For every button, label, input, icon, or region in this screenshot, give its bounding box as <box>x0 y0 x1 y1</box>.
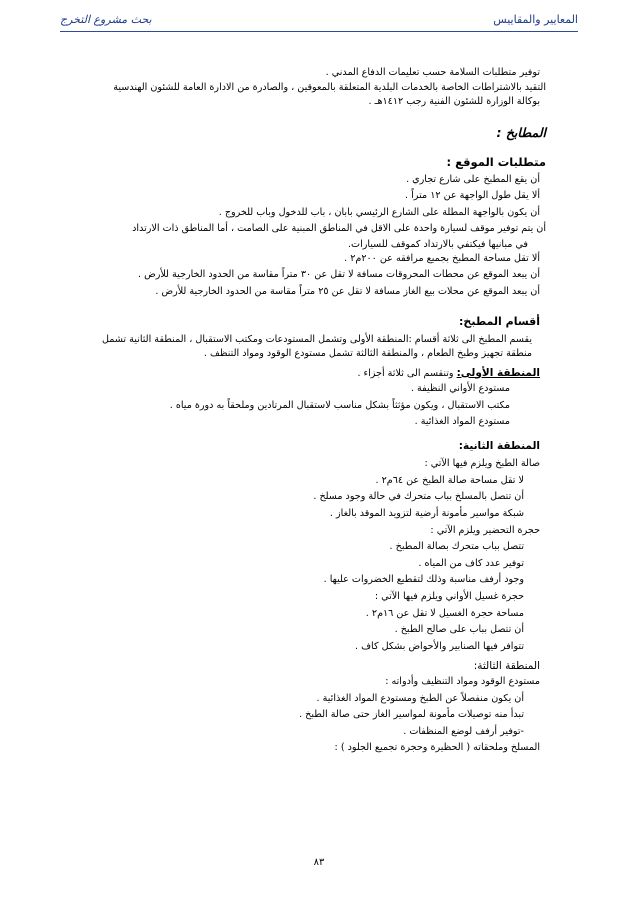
intro-line: بوكالة الوزارة للشئون الفنية رجب ١٤١٢هـ . <box>368 96 540 107</box>
list-item: أن يتم توفير موقف لسيارة واحدة على الاقل في المناطق المبنية على الصامت ، أما المناطق ذات الارتداد <box>132 223 546 234</box>
list-item: مكتب الاستقبال ، ويكون مؤثثاً بشكل مناسب لاستقبال المرتادين وملحقاً به دورة مياه . <box>169 399 510 411</box>
list-item: مساحة حجرة الغسيل لا تقل عن ١٦م٢ . <box>365 607 524 619</box>
list-item: أن يبعد الموقع عن محطات المحروقات مسافة لا تقل عن ٣٠ متراً مقاسة من الحدود الخارجية للأرض . <box>138 269 540 280</box>
list-item: ألا تقل مساحة المطبخ بجميع مرافقه عن ٢٠٠م٢ . <box>344 252 540 264</box>
list-item: مستودع الأواني النظيفة . <box>410 383 510 394</box>
document-body <box>92 66 546 757</box>
list-item: أن تتصل بالمسلخ بباب متحرك في حالة وجود مسلخ . <box>313 491 524 503</box>
list-item: تتوافر فيها الصنابير والأحواض بشكل كاف . <box>355 640 524 652</box>
site-requirements-list <box>92 172 546 301</box>
sections-intro-line: يقسم المطبخ الى ثلاثة أقسام :المنطقة الأولى وتشمل المستودعات ومكتب الاستقبال ، المنطقة الثانية تشمل <box>102 333 532 345</box>
list-item: صالة الطبخ ويلزم فيها الآتي : <box>424 458 540 470</box>
list-item: حجرة التحضير ويلزم الآتي : <box>430 524 540 536</box>
zone-one-heading-line <box>92 366 540 382</box>
list-item: أن يكون بالواجهة المطلة على الشارع الرئيسي بابان ، باب للدخول وباب للخروج . <box>218 206 540 218</box>
list-item: توفير عدد كاف من المياه . <box>418 557 524 569</box>
header-chapter-title: المعايير والمقاييس <box>493 13 578 26</box>
list-item: مستودع الوقود ومواد التنظيف وأدواته : <box>385 675 540 687</box>
list-item: أن يبعد الموقع عن محلات بيع الغاز مسافة لا تقل عن ٢٥ متراً مقاسة من الحدود الخارجية للأرض . <box>155 285 540 297</box>
header-divider <box>60 31 578 32</box>
list-item: مستودع المواد الغذائية . <box>414 416 510 428</box>
zone-one-text: وتنقسم الى ثلاثة أجزاء . <box>357 367 457 379</box>
header-project-title: بحث مشروع التخرج <box>60 13 152 26</box>
list-item: وجود أرفف مناسبة وذلك لتقطيع الخضروات عليها . <box>323 574 524 586</box>
sections-intro-line: منطقة تجهيز وطبخ الطعام ، والمنطقة الثالثة تشمل مستودع الوقود ومواد التنظف . <box>203 348 532 359</box>
list-item: أن تتصل بباب على صالح الطبخ . <box>394 624 524 636</box>
zone-three <box>92 659 540 756</box>
list-item: أن يقع المطبخ على شارع تجاري . <box>406 173 540 185</box>
list-item: حجرة غسيل الأواني ويلزم فيها الآتي : <box>374 591 524 603</box>
intro-line: التقيد بالاشتراطات الخاصة بالخدمات البلدية المتعلقة بالمعوقين ، والصادرة من الادارة العامة للشئون الهندسية <box>113 81 546 93</box>
page-header <box>60 13 578 31</box>
zone-two-heading: المنطقة الثانية: <box>458 439 540 452</box>
list-item: في مبانيها فيكتفي بالارتداد كموقف للسيارات. <box>347 238 528 250</box>
list-item: شبكة مواسير مأمونة أرضية لتزويد الموقد بالغاز . <box>329 508 524 520</box>
zone-three-heading: المنطقة الثالثة: <box>473 660 540 673</box>
zone-one-label: المنطقة الأولى: <box>456 366 540 379</box>
list-item: لا تقل مساحة صالة الطبخ عن ٦٤م٢ . <box>375 474 524 486</box>
zone-one <box>92 366 540 431</box>
list-item: ألا يقل طول الواجهة عن ١٢ متراً . <box>405 190 540 201</box>
site-requirements-heading: متطلبات الموقع : <box>446 155 546 169</box>
intro-line: توفير متطلبات السلامة حسب تعليمات الدفاع المدني . <box>325 67 540 78</box>
kitchen-sections-heading: أقسام المطبخ: <box>459 315 540 328</box>
list-item: المسلخ وملحقاته ( الحظيرة وحجرة تجميع الجلود ) : <box>334 742 540 754</box>
kitchens-heading: المطابخ : <box>496 124 546 140</box>
list-item: تتصل بباب متحرك بصالة المطبخ . <box>389 541 524 553</box>
zone-two <box>92 439 540 656</box>
list-item: تبدأ منه توصيلات مأمونة لمواسير الغاز حتى صالة الطبخ . <box>299 709 524 721</box>
list-item: -توفير أرفف لوضع المنظفات . <box>403 725 524 737</box>
page-number: ٨٣ <box>313 857 325 868</box>
list-item: أن يكون منفصلاً عن الطبخ ومستودع المواد الغذائية . <box>316 692 524 704</box>
